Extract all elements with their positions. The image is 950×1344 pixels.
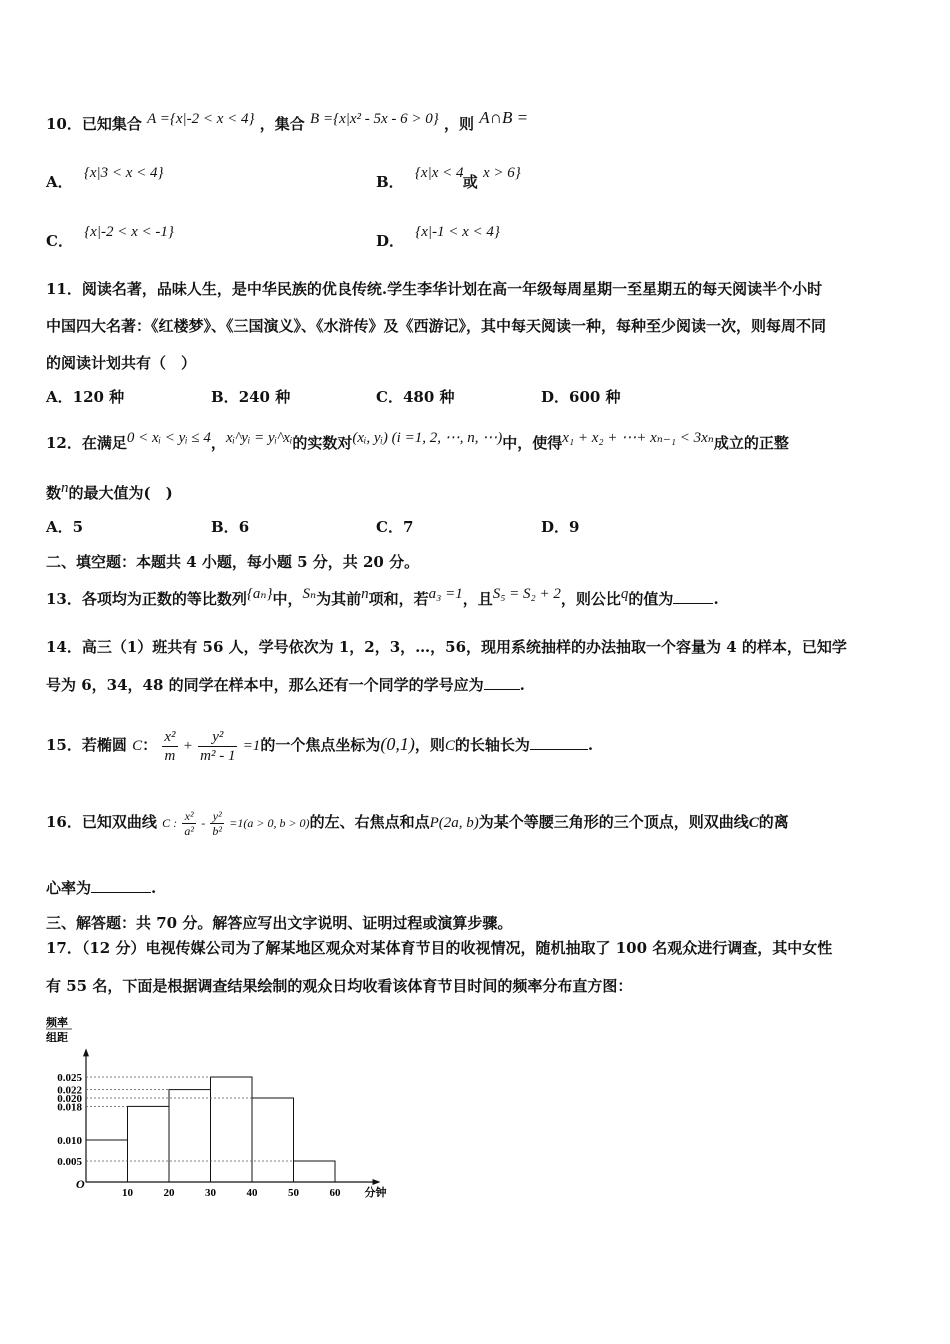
q16-fraction-1 [182, 809, 196, 838]
q12-comma: ， [210, 434, 226, 452]
q11-option-b[interactable] [211, 387, 290, 407]
q16-cb: C [748, 815, 759, 831]
q13-t4: ，且 [462, 590, 493, 608]
q15-point: (0,1) [380, 734, 415, 754]
q16-answer-blank[interactable] [91, 878, 151, 893]
q12-n-var: n [61, 480, 69, 496]
q16-number: 16．已知双曲线 [46, 813, 157, 831]
q15-stem [46, 722, 593, 766]
q15-answer-blank[interactable] [530, 735, 588, 750]
x-tick-label: 10 [122, 1187, 133, 1199]
q12-condition-2: xᵢ^yᵢ = yᵢ^xᵢ [225, 430, 293, 446]
option-label: D． [376, 232, 405, 250]
q16-minus: - [201, 816, 206, 830]
q13-t6: 的值为 [628, 590, 674, 608]
q16-stem [46, 800, 789, 844]
histogram-bar [294, 1161, 336, 1182]
q12-number: 12．在满足 [46, 434, 127, 452]
q13-end: . [713, 590, 719, 608]
option-label: D． [541, 388, 570, 406]
q14-line2-text: 号为 6，34，48 的同学在样本中，那么还有一个同学的学号应为 [46, 676, 484, 694]
q11-option-c[interactable] [376, 387, 455, 407]
q12-condition-1: 0 < xᵢ < yᵢ ≤ 4 [126, 430, 211, 446]
q17-line2: 有 55 名，下面是根据调查结果绘制的观众日均收看该体育节目时间的频率分布直方图： [46, 977, 633, 995]
q11-option-d[interactable] [541, 387, 621, 407]
option-text: 240 种 [238, 388, 291, 406]
q13-answer-blank[interactable] [673, 589, 713, 604]
q15-t1: 的一个焦点坐标为 [260, 736, 381, 754]
q10-set-b: B ={x|x² - 5x - 6 > 0} [310, 111, 439, 127]
q13-n: n [361, 586, 369, 602]
y-axis-label-bottom: 组距 [46, 1032, 68, 1044]
y-tick-label: 0.025 [57, 1072, 82, 1084]
q13-t1: 中， [272, 590, 303, 608]
option-label: A． [46, 518, 73, 536]
x-tick-label: 40 [246, 1187, 258, 1199]
q10-stem [46, 108, 529, 135]
option-text: 5 [72, 518, 84, 536]
y-tick-label: 0.005 [57, 1156, 82, 1168]
q16-line2 [46, 878, 156, 898]
frac-num: y² [210, 809, 224, 824]
q14-line1: 14．高三（1）班共有 56 人，学号依次为 1，2，3，…，56，现用系统抽样的办法抽取一个容量为 4 的样本，已知学 [46, 638, 847, 656]
option-text: 7 [402, 518, 414, 536]
histogram-bar [252, 1098, 294, 1182]
x-tick-label: 50 [288, 1187, 299, 1199]
option-label: C． [46, 232, 73, 250]
q12-pair: (xᵢ, yᵢ) (i =1, 2, ⋯, n, ⋯) [352, 430, 503, 446]
q12-option-c[interactable] [376, 517, 413, 537]
q14-end: . [519, 676, 525, 694]
frequency-histogram [40, 1012, 410, 1202]
q13-stem [46, 586, 719, 610]
q12-stem [46, 430, 789, 454]
section-2-heading: 二、填空题：本题共 4 小题，每小题 5 分，共 20 分。 [46, 553, 420, 571]
q13-t5: ，则公比 [560, 590, 621, 608]
y-axis-label-top: 频率 [46, 1017, 68, 1029]
q13-s5: S₅ = S₂ + 2 [492, 586, 561, 602]
option-text: 6 [238, 518, 250, 536]
option-text: {x|3 < x < 4} [83, 165, 164, 181]
q10-set-a: A ={x|-2 < x < 4} [147, 111, 255, 127]
y-tick-label: 0.018 [57, 1101, 82, 1114]
option-label: C． [376, 518, 403, 536]
q16-t1: 的左、右焦点和点 [309, 813, 430, 831]
option-text: 9 [569, 518, 580, 536]
q14-line2 [46, 675, 525, 695]
q12-line2 [46, 480, 173, 504]
q16-fraction-2 [210, 809, 224, 838]
q10-text-tail: ，则 [444, 115, 475, 133]
x-tick-label: 20 [163, 1187, 175, 1199]
option-label: B． [211, 518, 239, 536]
q10-option-c[interactable] [46, 224, 174, 252]
q10-text-mid: ，集合 [259, 115, 305, 133]
q10-number: 10．已知集合 [46, 115, 142, 133]
option-label: B． [376, 173, 404, 191]
option-label: D． [541, 518, 570, 536]
y-tick-label: 0.022 [57, 1084, 82, 1097]
histogram-bar [128, 1106, 170, 1182]
q12-text-tail: 成立的正整 [713, 434, 789, 452]
frac-num: x² [182, 809, 196, 824]
option-text: {x|-2 < x < -1} [84, 224, 174, 240]
x-axis-label: 分钟 [364, 1187, 387, 1199]
q15-fraction-1 [162, 728, 177, 765]
q12-option-b[interactable] [211, 517, 249, 537]
q10-option-a[interactable] [46, 165, 164, 193]
q15-t3: 的长轴长为 [454, 736, 530, 754]
q12-text-mid: 的实数对 [292, 434, 353, 452]
q16-point-p: P(2a, b) [429, 815, 479, 831]
histogram-bar [169, 1090, 211, 1182]
y-tick-label: 0.020 [57, 1093, 82, 1105]
q12-option-a[interactable] [46, 517, 83, 537]
q15-c: C [132, 738, 143, 754]
q16-eq: =1(a > 0, b > 0) [229, 816, 310, 830]
option-text: 600 种 [569, 388, 621, 406]
q12-text-mid2: 中，使得 [502, 434, 563, 452]
q11-line1: 11．阅读名著，品味人生，是中华民族的优良传统.学生李华计划在高一年级每周星期一至星期五的每天阅读半个小时 [46, 280, 823, 298]
option-label: C． [376, 388, 403, 406]
x-tick-label: 60 [329, 1187, 341, 1199]
q14-answer-blank[interactable] [484, 675, 520, 690]
q10-option-b[interactable] [376, 165, 521, 193]
q17-line1: 17．（12 分）电视传媒公司为了解某地区观众对某体育节目的收视情况，随机抽取了 100 名观众进行调查，其中女性 [46, 939, 833, 957]
option-text: 480 种 [402, 388, 455, 406]
q16-t2: 为某个等腰三角形的三个顶点，则双曲线 [478, 813, 749, 831]
option-text-a: {x|x < 4 [414, 165, 464, 181]
histogram-bar [211, 1077, 253, 1182]
q13-t2: 为其前 [316, 590, 362, 608]
x-tick-label: 30 [205, 1187, 216, 1199]
q13-t3: 项和，若 [368, 590, 429, 608]
q16-t3: 的离 [758, 813, 789, 831]
q16-end: . [151, 879, 157, 897]
q12-line2-a: 数 [46, 484, 62, 502]
q15-colon: ： [142, 736, 158, 754]
q12-line2-b: 的最大值为( ) [68, 484, 173, 502]
q16-line2-text: 心率为 [46, 879, 92, 897]
q13-a3: a₃ =1 [428, 586, 463, 602]
q10-expression: A∩B = [479, 108, 529, 127]
q15-end: . [587, 736, 594, 754]
q16-c: C : [162, 816, 178, 830]
y-tick-label: 0.010 [57, 1135, 82, 1147]
q12-inequality: x₁ + x₂ + ⋯+ xₙ₋₁ < 3xₙ [562, 430, 714, 446]
frac-den: m² - 1 [200, 747, 236, 764]
y-axis-arrow [83, 1048, 89, 1056]
frac-num: y² [198, 728, 237, 747]
option-label: B． [211, 388, 239, 406]
q11-option-a[interactable] [46, 387, 124, 407]
option-text: {x|-1 < x < 4} [415, 224, 500, 240]
q13-sn: Sₙ [302, 586, 317, 602]
q15-t2: ，则 [414, 736, 445, 754]
q15-number: 15．若椭圆 [46, 736, 127, 754]
frac-den: b² [212, 823, 223, 838]
q15-plus: + [182, 738, 193, 754]
frac-den: m [164, 747, 176, 764]
q11-line3: 的阅读计划共有（ ） [46, 354, 197, 372]
q13-number: 13．各项均为正数的等比数列 [46, 590, 247, 608]
q11-line2: 中国四大名著：《红楼梦》、《三国演义》、《水浒传》及《西游记》，其中每天阅读一种，每种至少阅读一次，则每周不同 [46, 317, 827, 335]
frac-num: x² [164, 728, 176, 745]
q12-option-d[interactable] [541, 517, 579, 537]
x-axis-arrow [373, 1179, 381, 1185]
q15-eq: =1 [242, 738, 261, 754]
q13-q: q [620, 586, 629, 602]
option-or: 或 [462, 173, 478, 191]
option-label: A． [46, 173, 73, 191]
option-text-b: x > 6} [482, 165, 521, 181]
section-3-heading: 三、解答题：共 70 分。解答应写出文字说明、证明过程或演算步骤。 [46, 914, 513, 932]
q13-sequence: {aₙ} [246, 586, 273, 602]
frac-den: a² [184, 823, 194, 838]
option-text: 120 种 [72, 388, 125, 406]
q15-fraction-2 [198, 728, 237, 765]
option-label: A． [46, 388, 73, 406]
q15-c2: C [444, 738, 455, 754]
q10-option-d[interactable] [376, 224, 500, 252]
origin-label: O [76, 1177, 85, 1191]
